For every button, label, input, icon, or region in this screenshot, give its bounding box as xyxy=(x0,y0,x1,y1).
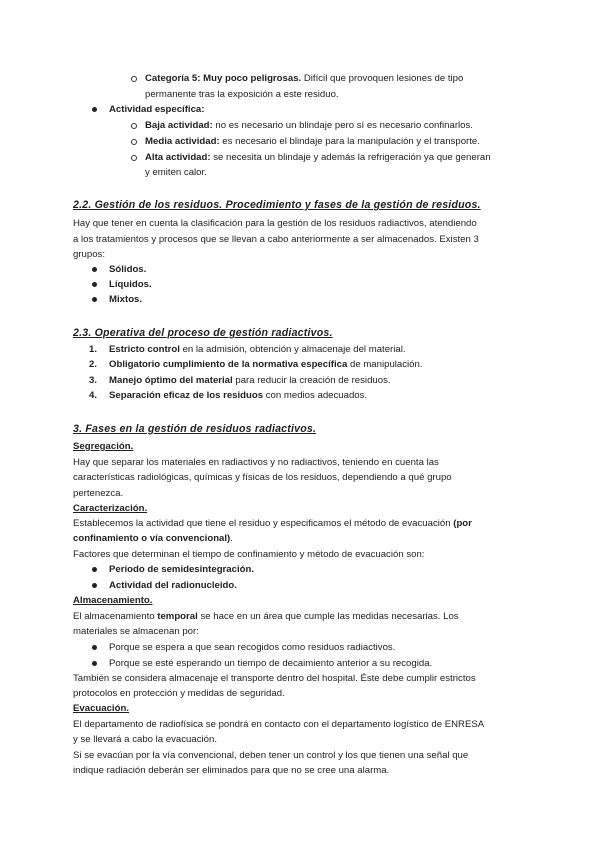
factor-item: Actividad del radionucleido. xyxy=(109,580,237,591)
evacuacion-paragraph: Si se evacúan por la vía convencional, deben tener un control y los que tienen una señal que xyxy=(73,750,469,761)
group-item: Líquidos. xyxy=(109,279,152,290)
almacenamiento-bold: temporal xyxy=(157,611,198,622)
reason-item: Porque se esté esperando un tiempo de decaimiento anterior a su recogida. xyxy=(109,658,433,669)
disc-bullet-icon xyxy=(92,583,97,588)
baja-actividad-text: no es necesario un blindaje pero sí es necesario confinarlos. xyxy=(212,120,473,131)
caracterizacion-title: Caracterización. xyxy=(73,503,148,514)
caracterizacion-paragraph xyxy=(73,531,233,546)
circle-bullet-icon xyxy=(131,76,137,82)
operativa-item xyxy=(109,357,423,372)
media-actividad-line xyxy=(145,134,480,149)
operativa-item xyxy=(109,373,391,388)
operativa-item-bold: Separación eficaz de los residuos xyxy=(109,390,264,401)
almacenamiento-text: El almacenamiento xyxy=(73,611,158,622)
operativa-item-text: de manipulación. xyxy=(347,359,423,370)
group-item: Sólidos. xyxy=(109,264,147,275)
caracterizacion-text: Establecemos la actividad que tiene el residuo y especificamos el método de evacuación xyxy=(73,518,454,529)
operativa-item-bold: Obligatorio cumplimiento de la normativa específica xyxy=(109,359,348,370)
operativa-item xyxy=(109,342,406,357)
operativa-item-bold: Estricto control xyxy=(109,344,180,355)
section-2-3-heading: 2.3. Operativa del proceso de gestión radiactivos. xyxy=(73,327,333,339)
evacuacion-title: Evacuación. xyxy=(73,703,129,714)
caracterizacion-bold: (por xyxy=(453,518,472,529)
alta-actividad-text: se necesita un blindaje y además la refrigeración ya que generan xyxy=(210,152,491,163)
evacuacion-paragraph: y se llevará a cabo la evacuación. xyxy=(73,734,217,745)
category-5-label: Categoría 5: Muy poco peligrosas. xyxy=(145,73,302,84)
evacuacion-paragraph: indique radiación deberán ser eliminados para que no se cree una alarma. xyxy=(73,765,390,776)
operativa-item-bold: Manejo óptimo del material xyxy=(109,375,233,386)
almacenamiento-title: Almacenamiento. xyxy=(73,595,153,606)
evacuacion-paragraph: El departamento de radiofísica se pondrá en contacto con el departamento logístico de ENRESA xyxy=(73,719,485,730)
baja-actividad-label: Baja actividad: xyxy=(145,120,213,131)
disc-bullet-icon xyxy=(92,297,97,302)
media-actividad-label: Media actividad: xyxy=(145,136,220,147)
group-item: Mixtos. xyxy=(109,294,143,305)
segregacion-paragraph: características radiológicas, químicas y físicas de los residuos, dependiendo a qué grupo xyxy=(73,472,452,483)
actividad-especifica-label: Actividad específica: xyxy=(109,104,205,115)
segregacion-paragraph: Hay que separar los materiales en radiactivos y no radiactivos, teniendo en cuenta las xyxy=(73,457,439,468)
segregacion-title: Segregación. xyxy=(73,441,134,452)
operativa-item-text: con medios adecuados. xyxy=(263,390,368,401)
caracterizacion-text: . xyxy=(230,533,233,544)
disc-bullet-icon xyxy=(92,645,97,650)
circle-bullet-icon xyxy=(131,155,137,161)
section-2-2-paragraph: grupos: xyxy=(73,249,105,260)
alta-actividad-text-cont: y emiten calor. xyxy=(145,167,207,178)
almacenamiento-text: se hace en un área que cumple las medidas necesarias. Los xyxy=(197,611,459,622)
almacenamiento-paragraph: materiales se almacenan por: xyxy=(73,626,199,637)
category-5-text: Difícil que provoquen lesiones de tipo xyxy=(301,73,464,84)
almacenamiento-paragraph xyxy=(73,609,459,624)
section-2-2-heading: 2.2. Gestión de los residuos. Procedimiento y fases de la gestión de residuos. xyxy=(73,199,481,211)
caracterizacion-paragraph: Factores que determinan el tiempo de confinamiento y método de evacuación son: xyxy=(73,549,425,560)
list-number: 4. xyxy=(89,390,98,401)
baja-actividad-line xyxy=(145,118,473,133)
category-5-text-cont: permanente tras la exposición a este residuo. xyxy=(145,89,339,100)
factor-item: Periodo de semidesintegración. xyxy=(109,564,255,575)
alta-actividad-line xyxy=(145,150,491,165)
disc-bullet-icon xyxy=(92,267,97,272)
operativa-item xyxy=(109,388,367,403)
list-number: 3. xyxy=(89,375,98,386)
list-number: 2. xyxy=(89,359,98,370)
operativa-item-text: en la admisión, obtención y almacenaje del material. xyxy=(179,344,406,355)
almacenamiento-paragraph: También se considera almacenaje el transporte dentro del hospital. Éste debe cumplir estrictos xyxy=(73,673,476,684)
caracterizacion-bold: confinamiento o vía convencional) xyxy=(73,533,231,544)
media-actividad-text: es necesario el blindaje para la manipulación y el transporte. xyxy=(219,136,480,147)
caracterizacion-paragraph xyxy=(73,516,472,531)
disc-bullet-icon xyxy=(92,661,97,666)
circle-bullet-icon xyxy=(131,123,137,129)
almacenamiento-paragraph: protocolos en protección y medidas de seguridad. xyxy=(73,688,285,699)
section-2-2-paragraph: Hay que tener en cuenta la clasificación para la gestión de los residuos radiactivos, atendiendo xyxy=(73,218,477,229)
disc-bullet-icon xyxy=(92,107,97,112)
reason-item: Porque se espera a que sean recogidos como residuos radiactivos. xyxy=(109,642,396,653)
section-2-2-paragraph: a los tratamientos y procesos que se llevan a cabo anteriormente a ser almacenados. Existen 3 xyxy=(73,234,479,245)
operativa-item-text: para reducir la creación de residuos. xyxy=(232,375,391,386)
category-5-line xyxy=(145,71,463,86)
disc-bullet-icon xyxy=(92,282,97,287)
section-3-heading: 3. Fases en la gestión de residuos radiactivos. xyxy=(73,423,317,435)
list-number: 1. xyxy=(89,344,98,355)
disc-bullet-icon xyxy=(92,567,97,572)
circle-bullet-icon xyxy=(131,139,137,145)
segregacion-paragraph: pertenezca. xyxy=(73,488,124,499)
alta-actividad-label: Alta actividad: xyxy=(145,152,211,163)
